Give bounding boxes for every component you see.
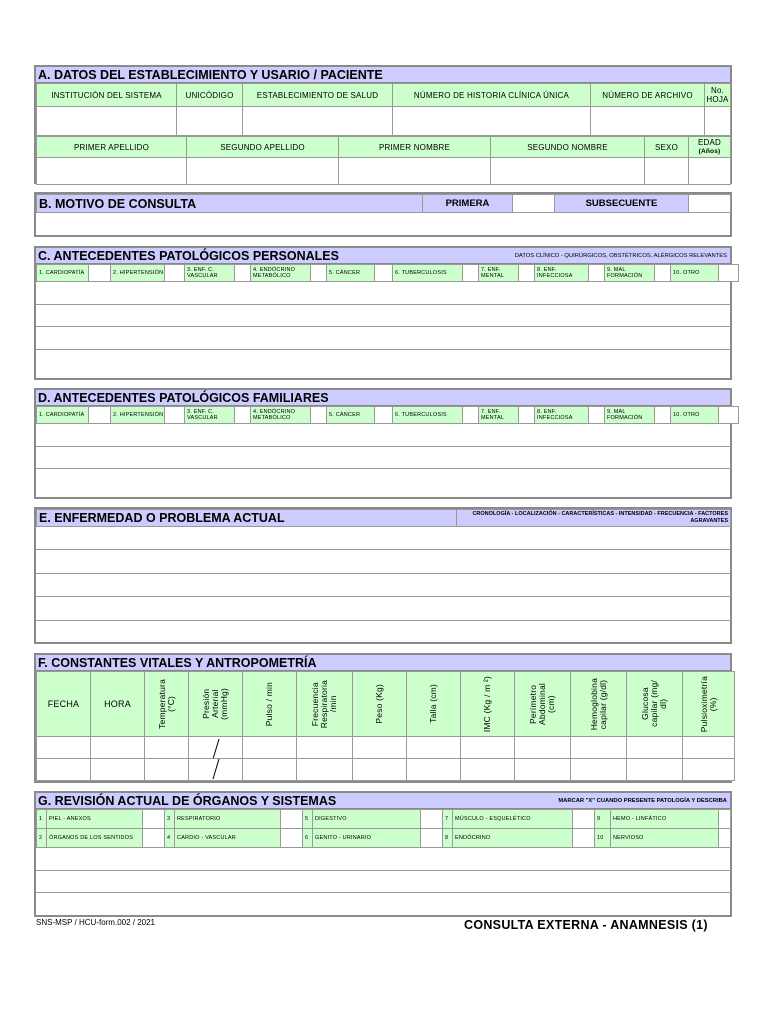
hora-cell[interactable] — [91, 736, 145, 758]
g-description-field[interactable] — [36, 848, 730, 916]
c-line[interactable] — [36, 305, 730, 328]
fecha-cell[interactable] — [37, 736, 91, 758]
g-piel-checkbox[interactable] — [143, 810, 165, 829]
c-line[interactable] — [36, 350, 730, 373]
sexo-field[interactable] — [645, 158, 689, 185]
historia-clinica-field[interactable] — [393, 107, 591, 136]
section-b-title: B. MOTIVO DE CONSULTA — [37, 195, 423, 213]
g-num: 6 — [303, 829, 313, 848]
c-line[interactable] — [36, 327, 730, 350]
d-cardiopatia-checkbox[interactable] — [89, 407, 111, 424]
g-num: 9 — [595, 810, 611, 829]
d-hipertension-checkbox[interactable] — [165, 407, 185, 424]
d-tuberculosis-label: 6. TUBERCULOSIS — [393, 407, 463, 424]
pulso-text: Pulso / min — [264, 681, 274, 726]
section-c — [34, 246, 732, 380]
e-line[interactable] — [36, 574, 730, 597]
hemoglobina-text: Hemoglobina capilar (g/dl) — [588, 677, 608, 730]
c-cancer-label: 5. CÁNCER — [327, 265, 375, 282]
e-line[interactable] — [36, 550, 730, 573]
hemoglobina-cell[interactable] — [571, 736, 627, 758]
g-line[interactable] — [36, 893, 730, 916]
section-g-header — [36, 793, 730, 809]
frecuencia-header — [297, 672, 353, 737]
edad-label — [689, 137, 731, 158]
peso-text: Peso (Kg) — [374, 683, 384, 724]
c-malformacion-label: 9. MAL FORMACIÓN — [605, 265, 655, 282]
d-mental-label: 7. ENF. MENTAL — [479, 407, 519, 424]
archivo-field[interactable] — [591, 107, 705, 136]
c-hipertension-label: 2. HIPERTENSIÓN — [111, 265, 165, 282]
slash-divider — [189, 759, 243, 781]
g-respiratorio-checkbox[interactable] — [281, 810, 303, 829]
temperatura-cell[interactable] — [145, 736, 189, 758]
d-infecciosa-label: 8. ENF. INFECCIOSA — [535, 407, 589, 424]
g-num: 3 — [165, 810, 175, 829]
c-infecciosa-checkbox[interactable] — [589, 265, 605, 282]
primer-nombre-field[interactable] — [339, 158, 491, 185]
section-c-header — [36, 248, 730, 264]
c-tuberculosis-checkbox[interactable] — [463, 265, 479, 282]
d-malformacion-label: 9. MAL FORMACIÓN — [605, 407, 655, 424]
c-infecciosa-label: 8. ENF. INFECCIOSA — [535, 265, 589, 282]
d-otro-label: 10. OTRO — [671, 407, 719, 424]
sexo-label: SEXO — [645, 137, 689, 158]
c-hipertension-checkbox[interactable] — [165, 265, 185, 282]
d-cancer-checkbox[interactable] — [375, 407, 393, 424]
g-cardio-checkbox[interactable] — [281, 829, 303, 848]
perimetro-cell[interactable] — [515, 758, 571, 780]
unicodigo-field[interactable] — [177, 107, 243, 136]
archivo-label: NÚMERO DE ARCHIVO — [591, 84, 705, 107]
institucion-field[interactable] — [37, 107, 177, 136]
temperatura-header — [145, 672, 189, 737]
section-a — [34, 65, 732, 184]
pulsioximetria-cell[interactable] — [683, 736, 735, 758]
g-hemo-label: HEMO - LINFÁTICO — [611, 810, 719, 829]
pulsioximetria-cell[interactable] — [683, 758, 735, 780]
g-num: 2 — [37, 829, 47, 848]
g-hemo-checkbox[interactable] — [719, 810, 731, 829]
talla-cell[interactable] — [407, 736, 461, 758]
form-code: SNS-MSP / HCU-form.002 / 2021 — [36, 918, 156, 927]
fecha-cell[interactable] — [37, 758, 91, 780]
hoja-field[interactable] — [705, 107, 731, 136]
section-g — [34, 791, 732, 917]
d-tuberculosis-checkbox[interactable] — [463, 407, 479, 424]
d-endocrino-checkbox[interactable] — [311, 407, 327, 424]
g-genito-label: GENITO - URINARIO — [313, 829, 421, 848]
primer-nombre-label: PRIMER NOMBRE — [339, 137, 491, 158]
d-vascular-checkbox[interactable] — [235, 407, 251, 424]
c-tuberculosis-label: 6. TUBERCULOSIS — [393, 265, 463, 282]
pulsioximetria-text: Pulsioximetría (%) — [698, 675, 718, 732]
g-genito-checkbox[interactable] — [421, 829, 443, 848]
c-cardiopatia-checkbox[interactable] — [89, 265, 111, 282]
e-line[interactable] — [36, 527, 730, 550]
d-vascular-label: 3. ENF. C. VASCULAR — [185, 407, 235, 424]
g-num: 4 — [165, 829, 175, 848]
glucosa-header — [627, 672, 683, 737]
section-f — [34, 653, 732, 783]
d-mental-checkbox[interactable] — [519, 407, 535, 424]
g-musculo-label: MÚSCULO - ESQUELÉTICO — [453, 810, 573, 829]
section-c-title: C. ANTECEDENTES PATOLÓGICOS PERSONALES — [38, 248, 339, 263]
section-e-title: E. ENFERMEDAD O PROBLEMA ACTUAL — [37, 510, 457, 527]
c-mental-label: 7. ENF. MENTAL — [479, 265, 519, 282]
perimetro-cell[interactable] — [515, 736, 571, 758]
e-line[interactable] — [36, 597, 730, 620]
d-cardiopatia-label: 1. CARDIOPATÍA — [37, 407, 89, 424]
establecimiento-label: ESTABLECIMIENTO DE SALUD — [243, 84, 393, 107]
section-d — [34, 388, 732, 499]
temperatura-cell[interactable] — [145, 758, 189, 780]
subsecuente-label: SUBSECUENTE — [555, 195, 689, 213]
g-cardio-label: CARDIO - VASCULAR — [175, 829, 281, 848]
c-cancer-checkbox[interactable] — [375, 265, 393, 282]
peso-header — [353, 672, 407, 737]
hoja-label: No. HOJA — [705, 84, 731, 107]
segundo-nombre-field[interactable] — [491, 158, 645, 185]
historia-clinica-label: NÚMERO DE HISTORIA CLÍNICA ÚNICA — [393, 84, 591, 107]
g-num: 5 — [303, 810, 313, 829]
g-num: 7 — [443, 810, 453, 829]
g-respiratorio-label: RESPIRATORIO — [175, 810, 281, 829]
fecha-header: FECHA — [37, 672, 91, 737]
c-description-field[interactable] — [36, 282, 730, 372]
segundo-apellido-label: SEGUNDO APELLIDO — [187, 137, 339, 158]
e-description-field[interactable] — [36, 527, 730, 644]
imc-text: IMC (Kg / m ²) — [482, 675, 492, 732]
talla-cell[interactable] — [407, 758, 461, 780]
g-endocrino-checkbox[interactable] — [573, 829, 595, 848]
imc-cell[interactable] — [461, 758, 515, 780]
institucion-label: INSTITUCIÓN DEL SISTEMA — [37, 84, 177, 107]
g-sentidos-label: ÓRGANOS DE LOS SENTIDOS — [47, 829, 143, 848]
section-a-title: A. DATOS DEL ESTABLECIMIENTO Y USARIO / PACIENTE — [36, 67, 730, 83]
c-endocrino-label: 4. ENDÓCRINO METABÓLICO — [251, 265, 311, 282]
section-g-title: G. REVISIÓN ACTUAL DE ÓRGANOS Y SISTEMAS — [38, 793, 337, 808]
section-d-title: D. ANTECEDENTES PATOLÓGICOS FAMILIARES — [36, 390, 730, 406]
hora-header: HORA — [91, 672, 145, 737]
d-infecciosa-checkbox[interactable] — [589, 407, 605, 424]
primer-apellido-label: PRIMER APELLIDO — [37, 137, 187, 158]
glucosa-cell[interactable] — [627, 758, 683, 780]
d-otro-checkbox[interactable] — [719, 407, 739, 424]
imc-header — [461, 672, 515, 737]
primera-checkbox[interactable] — [513, 195, 555, 213]
form-title: CONSULTA EXTERNA - ANAMNESIS (1) — [464, 918, 708, 932]
g-musculo-checkbox[interactable] — [573, 810, 595, 829]
imc-cell[interactable] — [461, 736, 515, 758]
d-line[interactable] — [36, 424, 730, 447]
talla-header — [407, 672, 461, 737]
section-f-title: F. CONSTANTES VITALES Y ANTROPOMETRÍA — [36, 655, 730, 671]
frecuencia-cell[interactable] — [297, 758, 353, 780]
c-endocrino-checkbox[interactable] — [311, 265, 327, 282]
segundo-apellido-field[interactable] — [187, 158, 339, 185]
peso-cell[interactable] — [353, 736, 407, 758]
c-vascular-label: 3. ENF. C. VASCULAR — [185, 265, 235, 282]
section-g-note: MARCAR "X" CUANDO PRESENTE PATOLOGÍA Y DESCRIBA — [558, 797, 727, 804]
d-description-field[interactable] — [36, 424, 730, 492]
g-digestivo-label: DIGESTIVO — [313, 810, 421, 829]
c-cardiopatia-label: 1. CARDIOPATÍA — [37, 265, 89, 282]
perimetro-header — [515, 672, 571, 737]
c-otro-label: 10. OTRO — [671, 265, 719, 282]
motivo-consulta-field[interactable] — [36, 213, 730, 235]
edad-field[interactable] — [689, 158, 731, 185]
edad-text: EDAD — [697, 137, 722, 147]
glucosa-cell[interactable] — [627, 736, 683, 758]
glucosa-text: Glucosa capilar (mg/ dl) — [640, 680, 668, 728]
g-num: 1 — [37, 810, 47, 829]
edad-sub: (Años) — [698, 147, 721, 155]
unicodigo-label: UNICÓDIGO — [177, 84, 243, 107]
g-nervioso-label: NERVIOSO — [611, 829, 719, 848]
d-malformacion-checkbox[interactable] — [655, 407, 671, 424]
g-line[interactable] — [36, 848, 730, 871]
hora-cell[interactable] — [91, 758, 145, 780]
slash-divider — [189, 737, 243, 759]
d-line[interactable] — [36, 469, 730, 492]
presion-cell[interactable] — [189, 736, 243, 758]
presion-cell[interactable] — [189, 758, 243, 780]
subsecuente-checkbox[interactable] — [689, 195, 731, 213]
primera-label: PRIMERA — [423, 195, 513, 213]
g-num: 8 — [443, 829, 453, 848]
primer-apellido-field[interactable] — [37, 158, 187, 185]
segundo-nombre-label: SEGUNDO NOMBRE — [491, 137, 645, 158]
section-e — [34, 507, 732, 644]
talla-text: Talla (cm) — [428, 684, 438, 724]
vitals-row — [37, 736, 735, 758]
c-line[interactable] — [36, 282, 730, 305]
g-nervioso-checkbox[interactable] — [719, 829, 731, 848]
pulso-header — [243, 672, 297, 737]
pulso-cell[interactable] — [243, 736, 297, 758]
section-e-note: CRONOLOGÍA - LOCALIZACIÓN - CARACTERÍSTICAS - INTENSIDAD - FRECUENCIA - FACTORES AGRAVANTES — [457, 510, 731, 527]
pulsioximetria-header — [683, 672, 735, 737]
peso-cell[interactable] — [353, 758, 407, 780]
vitals-row — [37, 758, 735, 780]
presion-text: Presión Arterial (mmHg) — [201, 687, 229, 720]
section-c-note: DATOS CLÍNICO - QUIRÚRGICOS, OBSTÉTRICOS, ALÉRGICOS RELEVANTES — [514, 252, 727, 259]
c-otro-checkbox[interactable] — [719, 265, 739, 282]
frecuencia-text: Frecuencia Respiratoria /min — [310, 679, 338, 728]
hemoglobina-cell[interactable] — [571, 758, 627, 780]
presion-header — [189, 672, 243, 737]
pulso-cell[interactable] — [243, 758, 297, 780]
c-malformacion-checkbox[interactable] — [655, 265, 671, 282]
g-line[interactable] — [36, 871, 730, 894]
establecimiento-field[interactable] — [243, 107, 393, 136]
g-sentidos-checkbox[interactable] — [143, 829, 165, 848]
d-line[interactable] — [36, 447, 730, 470]
d-hipertension-label: 2. HIPERTENSIÓN — [111, 407, 165, 424]
temperatura-text: Temperatura (°C) — [156, 678, 176, 729]
g-piel-label: PIEL - ANEXOS — [47, 810, 143, 829]
d-cancer-label: 5. CÁNCER — [327, 407, 375, 424]
d-endocrino-label: 4. ENDÓCRINO METABÓLICO — [251, 407, 311, 424]
hemoglobina-header — [571, 672, 627, 737]
g-num: 10 — [595, 829, 611, 848]
perimetro-text: Perímetro Abdominal (cm) — [528, 682, 556, 725]
c-vascular-checkbox[interactable] — [235, 265, 251, 282]
section-b — [34, 192, 732, 237]
frecuencia-cell[interactable] — [297, 736, 353, 758]
e-line[interactable] — [36, 621, 730, 644]
c-mental-checkbox[interactable] — [519, 265, 535, 282]
g-endocrino-label: ENDÓCRINO — [453, 829, 573, 848]
g-digestivo-checkbox[interactable] — [421, 810, 443, 829]
